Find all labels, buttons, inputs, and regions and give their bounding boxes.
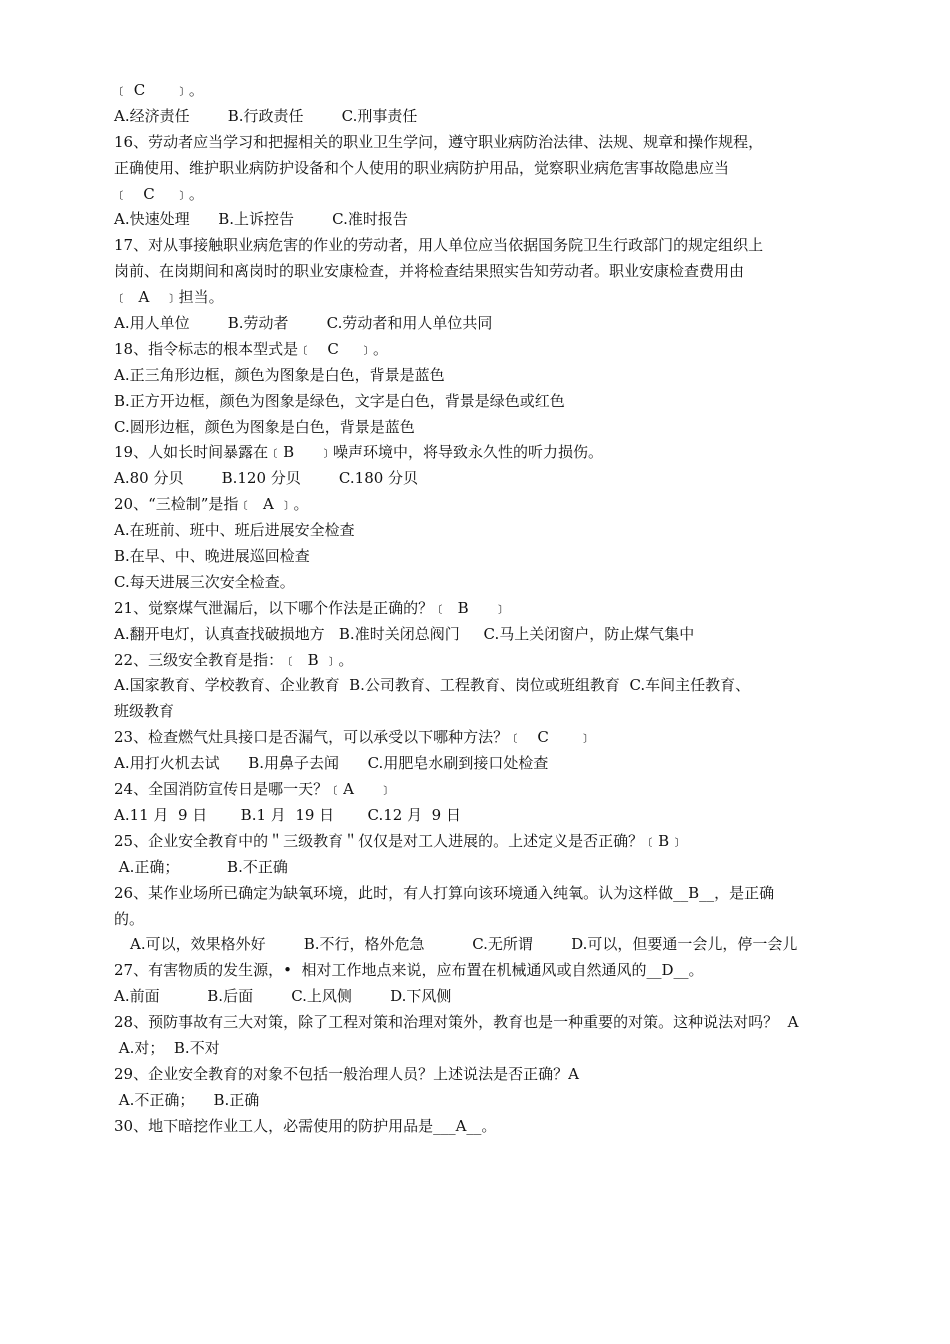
question-16: 16、劳动者应当学习和把握相关的职业卫生学问，遵守职业病防治法律、法规、规章和操作规程， [114, 132, 764, 151]
answer-bracket-line: ﹝ C ﹞。 [114, 81, 204, 99]
question-24-options: A.11 月 9 日 B.1 月 19 日 C.12 月 9 日 [114, 805, 461, 824]
question-18-option-b: B.正方开边框，颜色为图象是绿色，文字是白色，背景是绿色或红色 [114, 391, 565, 410]
question-17-cont: 岗前、在岗期间和离岗时的职业安康检查，并将检查结果照实告知劳动者。职业安康检查费用由 [114, 262, 745, 281]
question-29-options: A.不正确； B.正确 [114, 1090, 260, 1109]
question-27-options: A.前面 B.后面 C.上风侧 D.下风侧 [114, 987, 452, 1006]
question-20-option-c: C.每天进展三次安全检查。 [114, 572, 295, 591]
question-24: 24、全国消防宣传日是哪一天？﹝A ﹞ [114, 780, 393, 799]
question-22: 22、三级安全教育是指：﹝ B ﹞。 [114, 650, 354, 669]
question-17-options: A.用人单位 B.劳动者 C.劳动者和用人单位共同 [114, 314, 493, 333]
question-25-options: A.正确； B.不正确 [114, 857, 288, 876]
question-30: 30、地下暗挖作业工人，必需使用的防护用品是___A__。 [114, 1116, 497, 1135]
question-26-cont: 的。 [114, 909, 145, 928]
options-line: A.经济责任 B.行政责任 C.刑事责任 [114, 106, 418, 125]
question-29: 29、企业安全教育的对象不包括一般治理人员？上述说法是否正确？A [114, 1064, 579, 1083]
question-20-option-b: B.在早、中、晚进展巡回检查 [114, 547, 310, 566]
question-18-option-c: C.圆形边框，颜色为图象是白色，背景是蓝色 [114, 417, 415, 436]
question-16-options: A.快速处理 B.上诉控告 C.准时报告 [114, 210, 408, 229]
question-18: 18、指令标志的根本型式是﹝ C ﹞。 [114, 339, 388, 358]
question-16-answer: ﹝ C ﹞。 [114, 184, 204, 203]
question-19: 19、人如长时间暴露在﹝B ﹞噪声环境中，将导致永久性的听力损伤。 [114, 443, 603, 462]
question-28-options: A.对； B.不对 [114, 1038, 220, 1057]
question-17: 17、对从事接触职业病危害的作业的劳动者，用人单位应当依据国务院卫生行政部门的规定组织上 [114, 236, 764, 255]
question-21-options: A.翻开电灯，认真查找破损地方 B.准时关闭总阀门 C.马上关闭窗户，防止煤气集中 [114, 624, 695, 643]
question-18-option-a: A.正三角形边框，颜色为图象是白色，背景是蓝色 [114, 365, 445, 384]
question-16-cont: 正确使用、维护职业病防护设备和个人使用的职业病防护用品，觉察职业病危害事故隐患应当 [114, 158, 730, 177]
question-19-options: A.80 分贝 B.120 分贝 C.180 分贝 [114, 469, 419, 488]
question-23: 23、检查燃气灶具接口是否漏气，可以承受以下哪种方法？﹝ C ﹞ [114, 728, 593, 747]
question-20-option-a: A.在班前、班中、班后进展安全检查 [114, 521, 355, 540]
question-23-options: A.用打火机去试 B.用鼻子去闻 C.用肥皂水刷到接口处检查 [114, 754, 549, 773]
question-25: 25、企业安全教育中的＂三级教育＂仅仅是对工人进展的。上述定义是否正确？﹝B﹞ [114, 831, 685, 850]
question-26: 26、某作业场所已确定为缺氧环境，此时，有人打算向该环境通入纯氧。认为这样做__B__，是正确 [114, 883, 775, 902]
question-26-options: A.可以，效果格外好 B.不行，格外危急 C.无所谓 D.可以，但要通一会儿，停一会儿 [130, 935, 798, 954]
question-22-options: A.国家教育、学校教育、企业教育 B.公司教育、工程教育、岗位或班组教育 C.车间主任教育、 [114, 676, 751, 695]
question-20: 20、“三检制”是指﹝ A ﹞。 [114, 495, 309, 514]
question-22-options-cont: 班级教育 [114, 702, 175, 721]
question-17-answer: ﹝ A ﹞担当。 [114, 288, 224, 307]
question-21: 21、觉察煤气泄漏后，以下哪个作法是正确的？﹝ B ﹞ [114, 598, 508, 617]
question-text-block [114, 78, 842, 1140]
question-27: 27、有害物质的发生源，• 相对工作地点来说，应布置在机械通风或自然通风的__D__。 [114, 961, 704, 980]
question-28: 28、预防事故有三大对策，除了工程对策和治理对策外，教育也是一种重要的对策。这种说法对吗？ A [114, 1013, 799, 1032]
